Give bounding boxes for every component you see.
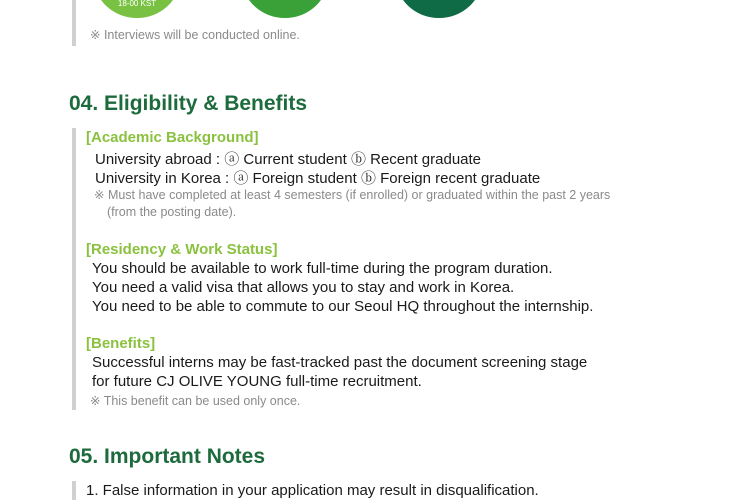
academic-line: University abroad : ⓐ Current student ⓑ Recent graduate xyxy=(95,151,482,168)
benefits-line: for future CJ OLIVE YOUNG full-time recruitment. xyxy=(92,373,422,390)
benefits-heading: [Benefits] xyxy=(86,335,156,352)
residency-line: You should be available to work full-time during the program duration. xyxy=(92,260,553,277)
section-title-notes: 05. Important Notes xyxy=(69,445,266,468)
step-circle-1 xyxy=(94,0,180,18)
academic-line: University in Korea : ⓐ Foreign student ⓑ Foreign recent graduate xyxy=(95,170,541,187)
interview-note: ※ Interviews will be conducted online. xyxy=(90,28,300,42)
notes-item: 1. False information in your application may result in disqualification. xyxy=(86,482,539,499)
section-bar xyxy=(72,0,76,46)
residency-line: You need a valid visa that allows you to stay and work in Korea. xyxy=(92,279,515,296)
benefits-line: Successful interns may be fast-tracked past the document screening stage xyxy=(92,354,588,371)
step-circle-3 xyxy=(396,0,482,18)
step-1-time: 18-00 KST xyxy=(117,0,157,8)
section-bar xyxy=(72,481,76,500)
academic-note: ※ Must have completed at least 4 semesters (if enrolled) or graduated within the past 2 years xyxy=(94,188,611,202)
academic-note: (from the posting date). xyxy=(107,205,237,219)
academic-heading: [Academic Background] xyxy=(86,129,259,146)
residency-line: You need to be able to commute to our Seoul HQ throughout the internship. xyxy=(92,298,594,315)
section-title-eligibility: 04. Eligibility & Benefits xyxy=(69,92,308,115)
step-circle-2 xyxy=(242,0,328,18)
section-bar xyxy=(72,128,76,410)
residency-heading: [Residency & Work Status] xyxy=(86,241,278,258)
benefits-note: ※ This benefit can be used only once. xyxy=(90,394,301,408)
